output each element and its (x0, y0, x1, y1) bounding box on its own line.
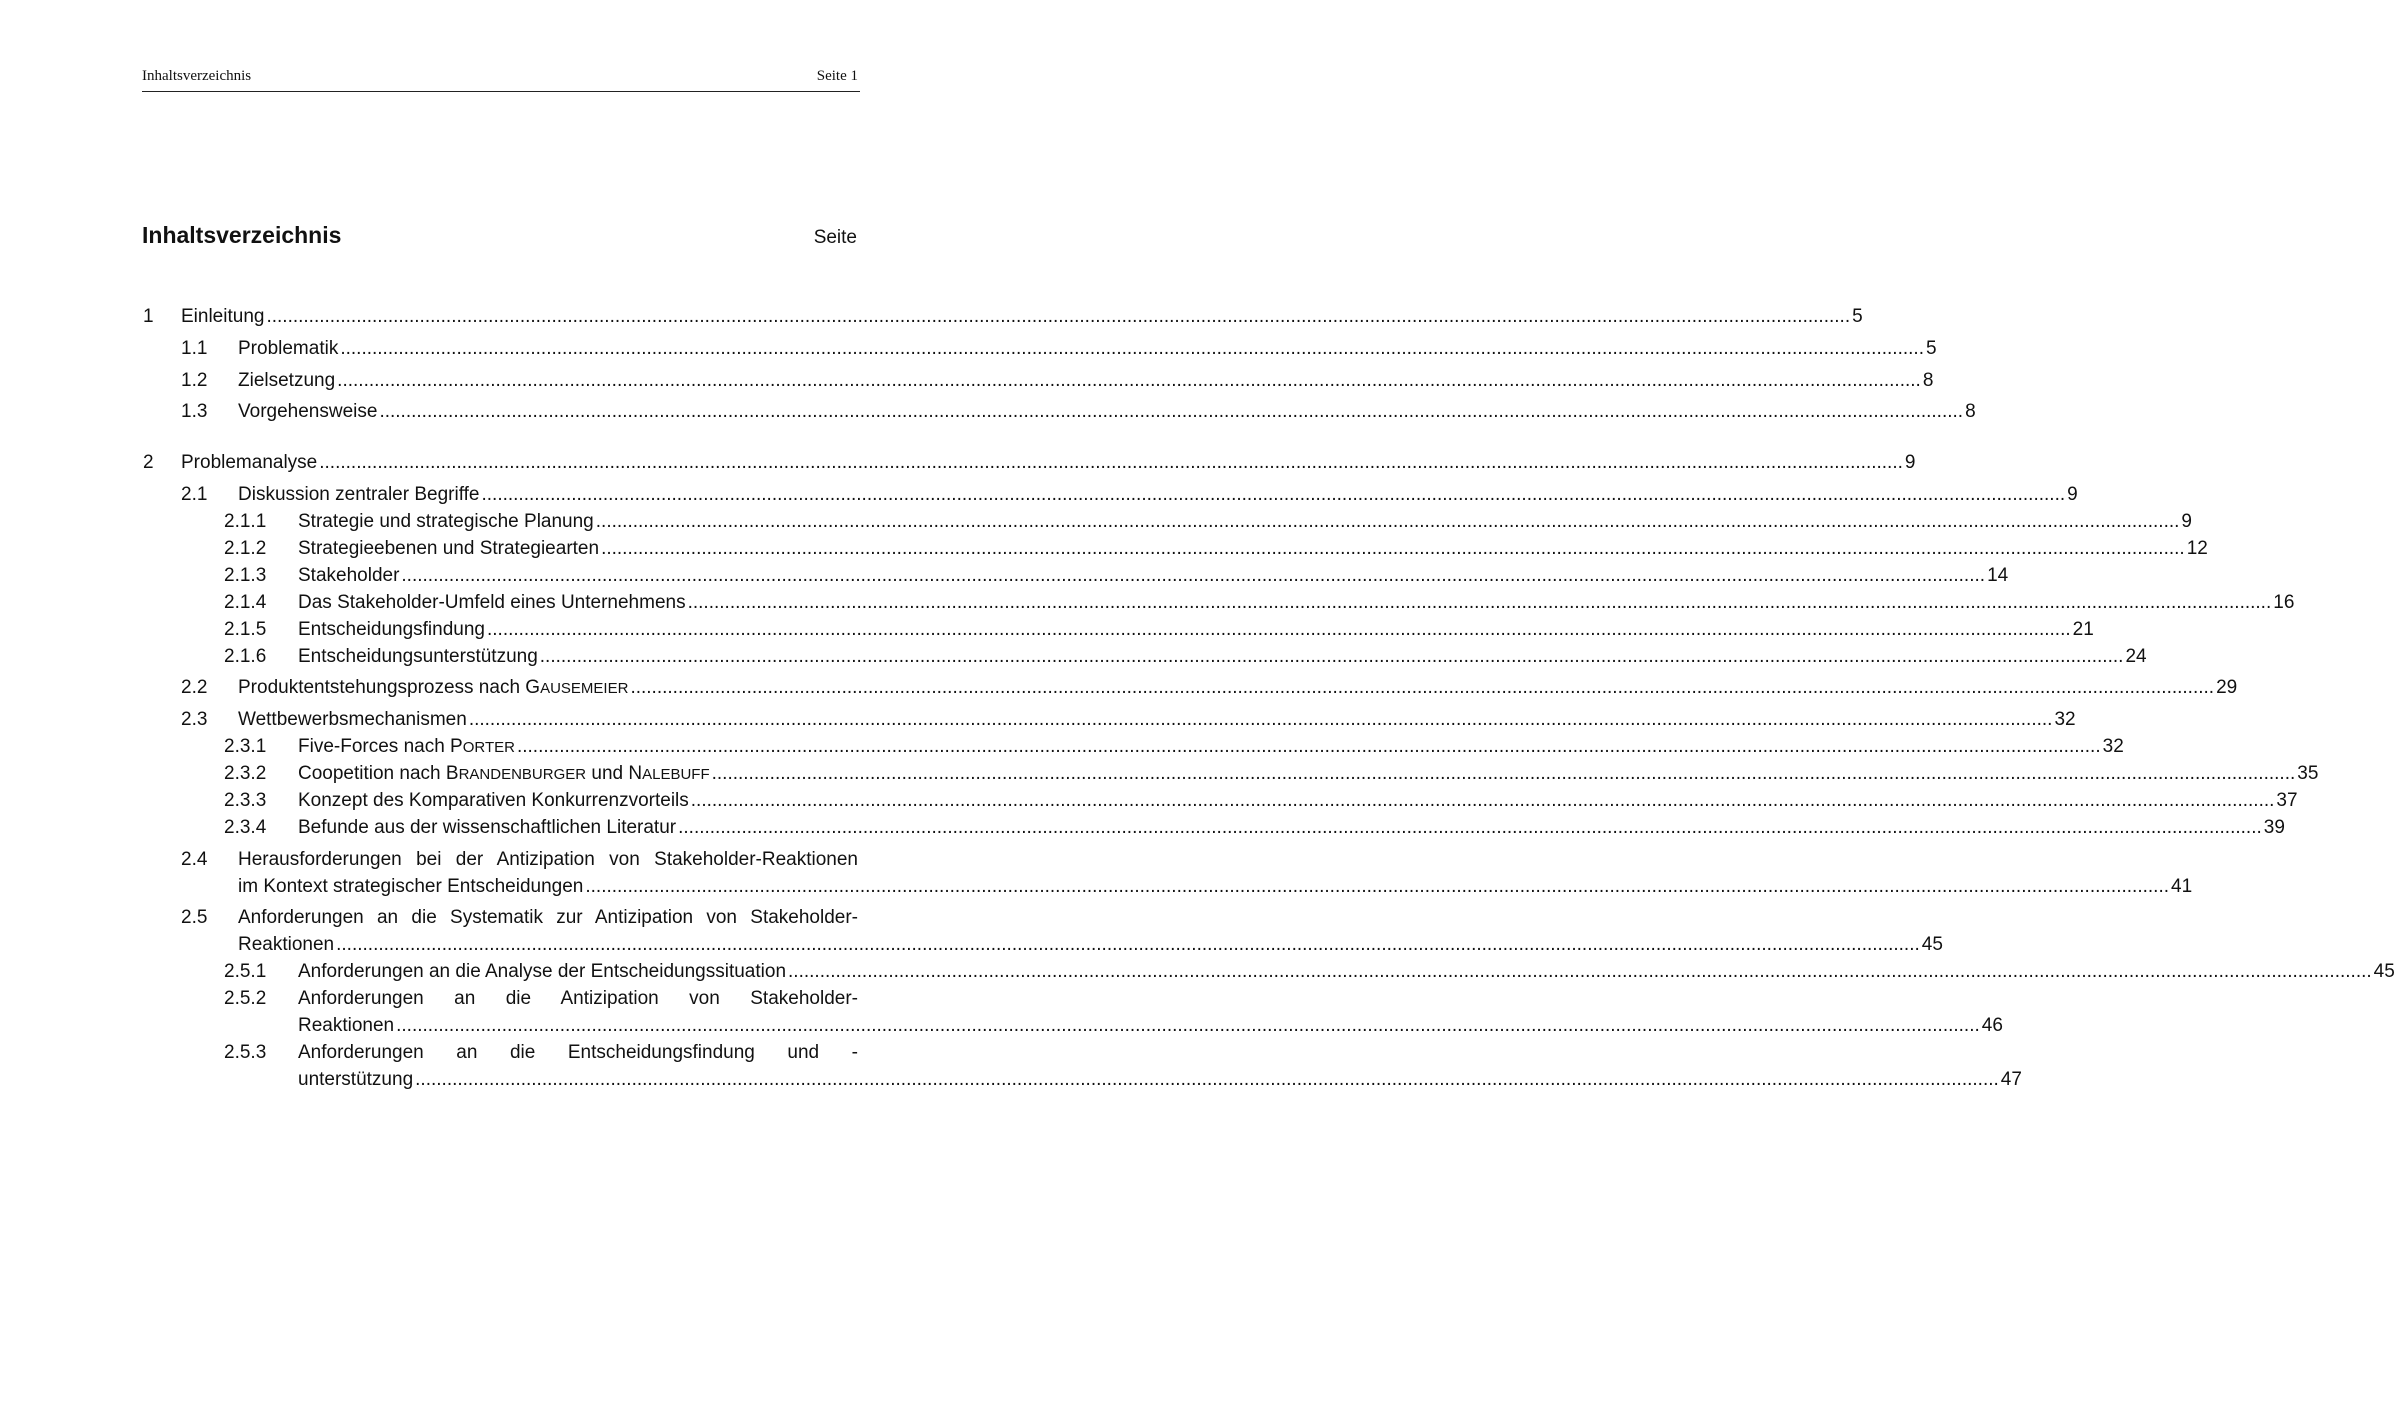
toc-entry-title: Das Stakeholder-Umfeld eines Unternehmens (298, 592, 686, 613)
toc-entry-page: 41 (2171, 876, 2193, 897)
toc-entry-title: im Kontext strategischer Entscheidungen (238, 876, 584, 897)
toc-entry-number: 2.3.1 (224, 736, 267, 757)
toc-entry-number: 2.3.2 (224, 763, 267, 784)
toc-entry-page: 39 (2263, 817, 2285, 838)
toc-entry-number: 2.1 (181, 484, 208, 505)
toc-entry-title: Wettbewerbsmechanismen (238, 709, 467, 730)
toc-entry-number: 2.1.4 (224, 592, 267, 613)
leader-dots: ............................................................................................................................................................................................................................................................................................................ (788, 961, 2372, 982)
running-header (142, 66, 860, 92)
toc-entry-page: 9 (1904, 452, 1916, 473)
toc-entry-number: 2.1.1 (224, 511, 267, 532)
toc-entry-page: 9 (2067, 484, 2078, 505)
leader-dots: ............................................................................................................................................................................................................................................................................................................ (266, 306, 1851, 327)
toc-entry-page: 8 (1965, 401, 1976, 422)
page-column-label: Seite (813, 227, 857, 248)
leader-dots: ............................................................................................................................................................................................................................................................................................................ (396, 1015, 1980, 1036)
toc-entry-number: 2.5 (181, 907, 208, 928)
toc-entry-number: 2.5.3 (224, 1042, 267, 1063)
toc-entry-page: 5 (1925, 338, 1937, 359)
toc-entry-number: 2.2 (181, 677, 208, 698)
leader-dots: ............................................................................................................................................................................................................................................................................................................ (468, 709, 2053, 730)
toc-entry-page: 47 (2000, 1069, 2022, 1090)
toc-entry-title: Reaktionen (298, 1015, 395, 1036)
toc-entry-title: Vorgehensweise (238, 401, 378, 422)
toc-entry-title: Befunde aus der wissenschaftlichen Literatur (298, 817, 677, 838)
toc-title: Inhaltsverzeichnis (142, 222, 342, 248)
toc-entry-number: 1 (143, 306, 154, 327)
leader-dots: ............................................................................................................................................................................................................................................................................................................ (481, 484, 2066, 505)
toc-entry-title-line: Herausforderungen bei der Antizipation von Stakeholder-Reaktionen (238, 849, 858, 870)
toc-entry-number: 1.2 (181, 370, 208, 391)
leader-dots: ............................................................................................................................................................................................................................................................................................................ (690, 790, 2275, 811)
toc-entry-title: Strategie und strategische Planung (298, 511, 594, 532)
toc-entry-page: 21 (2072, 619, 2094, 640)
leader-dots: ............................................................................................................................................................................................................................................................................................................ (585, 876, 2170, 897)
leader-dots: ............................................................................................................................................................................................................................................................................................................ (337, 370, 1921, 391)
toc-entry-number: 2.3.4 (224, 817, 267, 838)
toc-entry-page: 45 (2373, 961, 2395, 982)
toc-entry-number: 2.1.5 (224, 619, 267, 640)
toc-entry-number: 1.3 (181, 401, 208, 422)
running-header-left: Inhaltsverzeichnis (142, 68, 252, 84)
toc-entry-number: 2.1.3 (224, 565, 267, 586)
toc-entry-number: 2.4 (181, 849, 208, 870)
toc-entry-page: 24 (2125, 646, 2147, 667)
toc-entry-title: Anforderungen an die Analyse der Entscheidungssituation (298, 961, 787, 982)
toc-entry-title: Diskussion zentraler Begriffe (238, 484, 480, 505)
leader-dots: ............................................................................................................................................................................................................................................................................................................ (415, 1069, 1999, 1090)
toc-entry-page: 32 (2102, 736, 2124, 757)
leader-dots: ............................................................................................................................................................................................................................................................................................................ (401, 565, 1986, 586)
toc-entry-title: Zielsetzung (238, 370, 336, 391)
leader-dots: ............................................................................................................................................................................................................................................................................................................ (516, 736, 2101, 757)
toc-entry-page: 35 (2297, 763, 2319, 784)
toc-entry-page: 46 (1981, 1015, 2003, 1036)
toc-entry-page: 14 (1987, 565, 2009, 586)
toc-entry-title-line: Anforderungen an die Systematik zur Antizipation von Stakeholder- (238, 907, 858, 928)
toc-entry-number: 2.5.1 (224, 961, 267, 982)
toc-entry-page: 45 (1921, 934, 1943, 955)
leader-dots: ............................................................................................................................................................................................................................................................................................................ (601, 538, 2185, 559)
toc-entry-title: Entscheidungsunterstützung (298, 646, 538, 667)
toc-entry-title: Konzept des Komparativen Konkurrenzvorteils (298, 790, 689, 811)
toc-entry-page: 32 (2054, 709, 2076, 730)
toc-entry-page: 16 (2273, 592, 2295, 613)
leader-dots: ............................................................................................................................................................................................................................................................................................................ (486, 619, 2071, 640)
leader-dots: ............................................................................................................................................................................................................................................................................................................ (336, 934, 1920, 955)
toc-entry-title: Coopetition nach BRANDENBURGER und NALEBUFF (298, 763, 710, 784)
toc-entry-title: Einleitung (181, 306, 265, 327)
toc-entry-title: Produktentstehungsprozess nach GAUSEMEIER (238, 677, 629, 698)
toc-entry-title: unterstützung (298, 1069, 414, 1090)
toc-entry-number: 1.1 (181, 338, 208, 359)
toc-entry-page: 9 (2181, 511, 2192, 532)
toc-entry-title-line: Anforderungen an die Antizipation von Stakeholder- (298, 988, 858, 1009)
toc-entry-number: 2.5.2 (224, 988, 267, 1009)
leader-dots: ............................................................................................................................................................................................................................................................................................................ (687, 592, 2272, 613)
leader-dots: ............................................................................................................................................................................................................................................................................................................ (319, 452, 1903, 473)
toc-entry-page: 8 (1922, 370, 1934, 391)
running-header-right: Seite 1 (816, 68, 858, 84)
toc-entry-page: 37 (2276, 790, 2298, 811)
toc-entry-title: Problemanalyse (181, 452, 318, 473)
toc-entry-number: 2 (143, 452, 154, 473)
leader-dots: ............................................................................................................................................................................................................................................................................................................ (595, 511, 2180, 532)
toc-entry-title: Problematik (238, 338, 339, 359)
toc-entry-page: 29 (2216, 677, 2238, 698)
toc-entry-number: 2.1.6 (224, 646, 267, 667)
leader-dots: ............................................................................................................................................................................................................................................................................................................ (379, 401, 1964, 422)
toc-entry-number: 2.1.2 (224, 538, 267, 559)
leader-dots: ............................................................................................................................................................................................................................................................................................................ (711, 763, 2296, 784)
leader-dots: ............................................................................................................................................................................................................................................................................................................ (630, 677, 2215, 698)
toc-entry-title: Stakeholder (298, 565, 400, 586)
toc-entry-number: 2.3 (181, 709, 208, 730)
toc-entry-title: Strategieebenen und Strategiearten (298, 538, 600, 559)
leader-dots: ............................................................................................................................................................................................................................................................................................................ (678, 817, 2262, 838)
toc-entry-page: 12 (2186, 538, 2208, 559)
toc-entry-title: Entscheidungsfindung (298, 619, 485, 640)
toc-entry-title-line: Anforderungen an die Entscheidungsfindung und - (298, 1042, 858, 1063)
toc-entry-title: Reaktionen (238, 934, 335, 955)
leader-dots: ............................................................................................................................................................................................................................................................................................................ (539, 646, 2124, 667)
toc-entry-title: Five-Forces nach PORTER (298, 736, 515, 757)
toc-entry-page: 5 (1852, 306, 1863, 327)
leader-dots: ............................................................................................................................................................................................................................................................................................................ (340, 338, 1924, 359)
toc-entry-number: 2.3.3 (224, 790, 267, 811)
